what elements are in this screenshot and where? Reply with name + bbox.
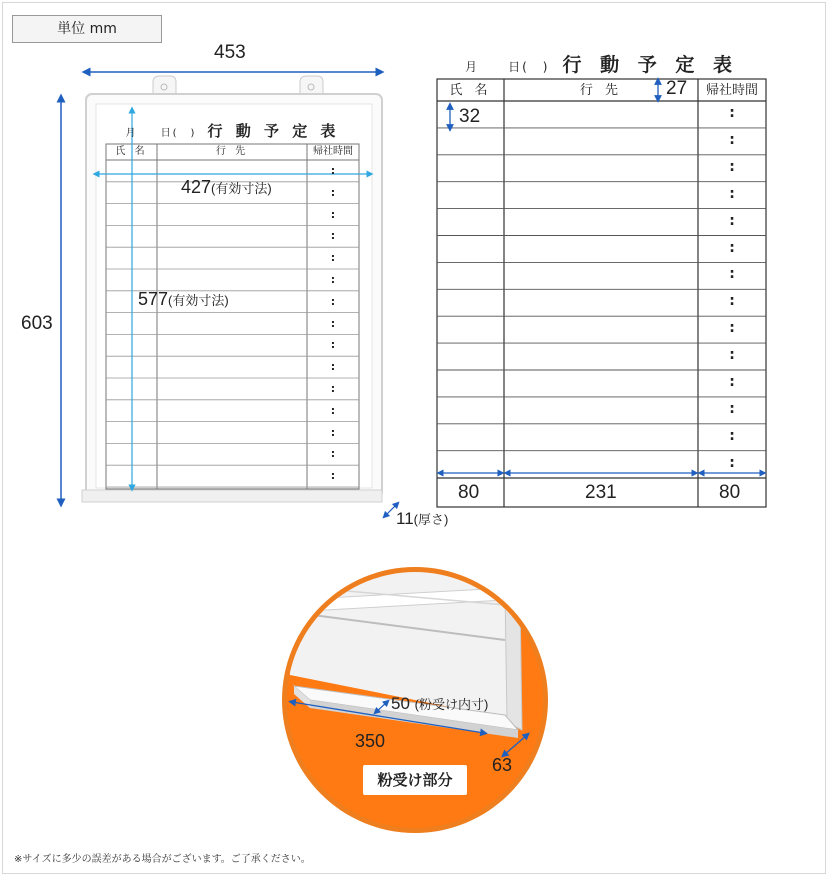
board-return-colon: : bbox=[330, 382, 336, 395]
effective-height-label: 577(有効寸法) bbox=[138, 289, 229, 309]
return-time-colon: : bbox=[729, 131, 735, 148]
footnote: ※サイズに多少の誤差がある場合がございます。ご了承ください。 bbox=[14, 854, 311, 865]
header-return: 帰社時間 bbox=[705, 83, 758, 98]
board-title-text: 行 動 予 定 表 bbox=[207, 122, 340, 140]
board-return-colon: : bbox=[330, 469, 336, 483]
return-time-colon: : bbox=[729, 293, 735, 310]
board-width-label: 453 bbox=[214, 42, 246, 63]
schedule-title-text: 行 動 予 定 表 bbox=[562, 54, 739, 76]
board-return-colon: : bbox=[330, 447, 336, 461]
board-return-colon: : bbox=[330, 185, 336, 199]
return-time-colon: : bbox=[729, 105, 735, 121]
col-width-name: 80 bbox=[458, 482, 480, 503]
return-time-colon: : bbox=[729, 158, 735, 175]
return-time-colon: : bbox=[729, 320, 735, 337]
board-return-colon: : bbox=[330, 403, 336, 417]
row-height-label: 32 bbox=[459, 106, 481, 127]
return-time-colon: : bbox=[729, 454, 735, 471]
return-time-colon: : bbox=[729, 212, 735, 229]
tray-inner-label: 50 (粉受け内寸) bbox=[391, 694, 489, 713]
return-time-colon: : bbox=[729, 185, 735, 202]
board-return-colon: : bbox=[330, 207, 336, 221]
col-width-return: 80 bbox=[719, 482, 741, 503]
board-header-name: 氏 名 bbox=[115, 146, 148, 157]
return-time-colon: : bbox=[729, 427, 735, 444]
schedule-title bbox=[437, 50, 766, 77]
board-return-colon: : bbox=[330, 273, 336, 286]
tray-depth-label: 63 bbox=[492, 755, 513, 775]
schedule-title-month: 月 bbox=[464, 60, 479, 74]
board-return-colon: : bbox=[330, 425, 336, 439]
tray-length-label: 350 bbox=[355, 731, 386, 751]
return-time-colon: : bbox=[729, 400, 735, 417]
board-return-colon: : bbox=[330, 338, 336, 352]
schedule-title-day: 日( ) bbox=[508, 60, 550, 74]
board-return-colon: : bbox=[330, 229, 336, 243]
header-name: 氏 名 bbox=[449, 83, 492, 98]
board-return-colon: : bbox=[330, 251, 336, 265]
board-return-colon: : bbox=[330, 164, 336, 177]
board-return-colon: : bbox=[330, 294, 336, 308]
header-dest: 行 先 bbox=[579, 83, 623, 98]
effective-width-label: 427(有効寸法) bbox=[181, 177, 272, 197]
board-header-dest: 行 先 bbox=[215, 146, 249, 157]
tray-part-label: 粉受け部分 bbox=[363, 765, 467, 795]
thickness-label: 11(厚さ) bbox=[396, 509, 449, 528]
return-time-colon: : bbox=[729, 347, 735, 364]
board-title-day: 日( ) bbox=[160, 128, 197, 139]
col-width-dest: 231 bbox=[585, 482, 617, 503]
return-time-colon: : bbox=[729, 266, 735, 283]
board-header-return: 帰社時間 bbox=[313, 146, 353, 157]
board-height-label: 603 bbox=[21, 313, 53, 334]
return-time-colon: : bbox=[729, 374, 735, 390]
board-return-colon: : bbox=[330, 360, 336, 374]
return-time-colon: : bbox=[729, 239, 735, 256]
board-title bbox=[105, 120, 360, 141]
board-title-month: 月 bbox=[125, 128, 138, 139]
unit-label: 単位 mm bbox=[12, 15, 162, 43]
board-return-colon: : bbox=[330, 316, 336, 330]
header-height-label: 27 bbox=[666, 78, 688, 99]
